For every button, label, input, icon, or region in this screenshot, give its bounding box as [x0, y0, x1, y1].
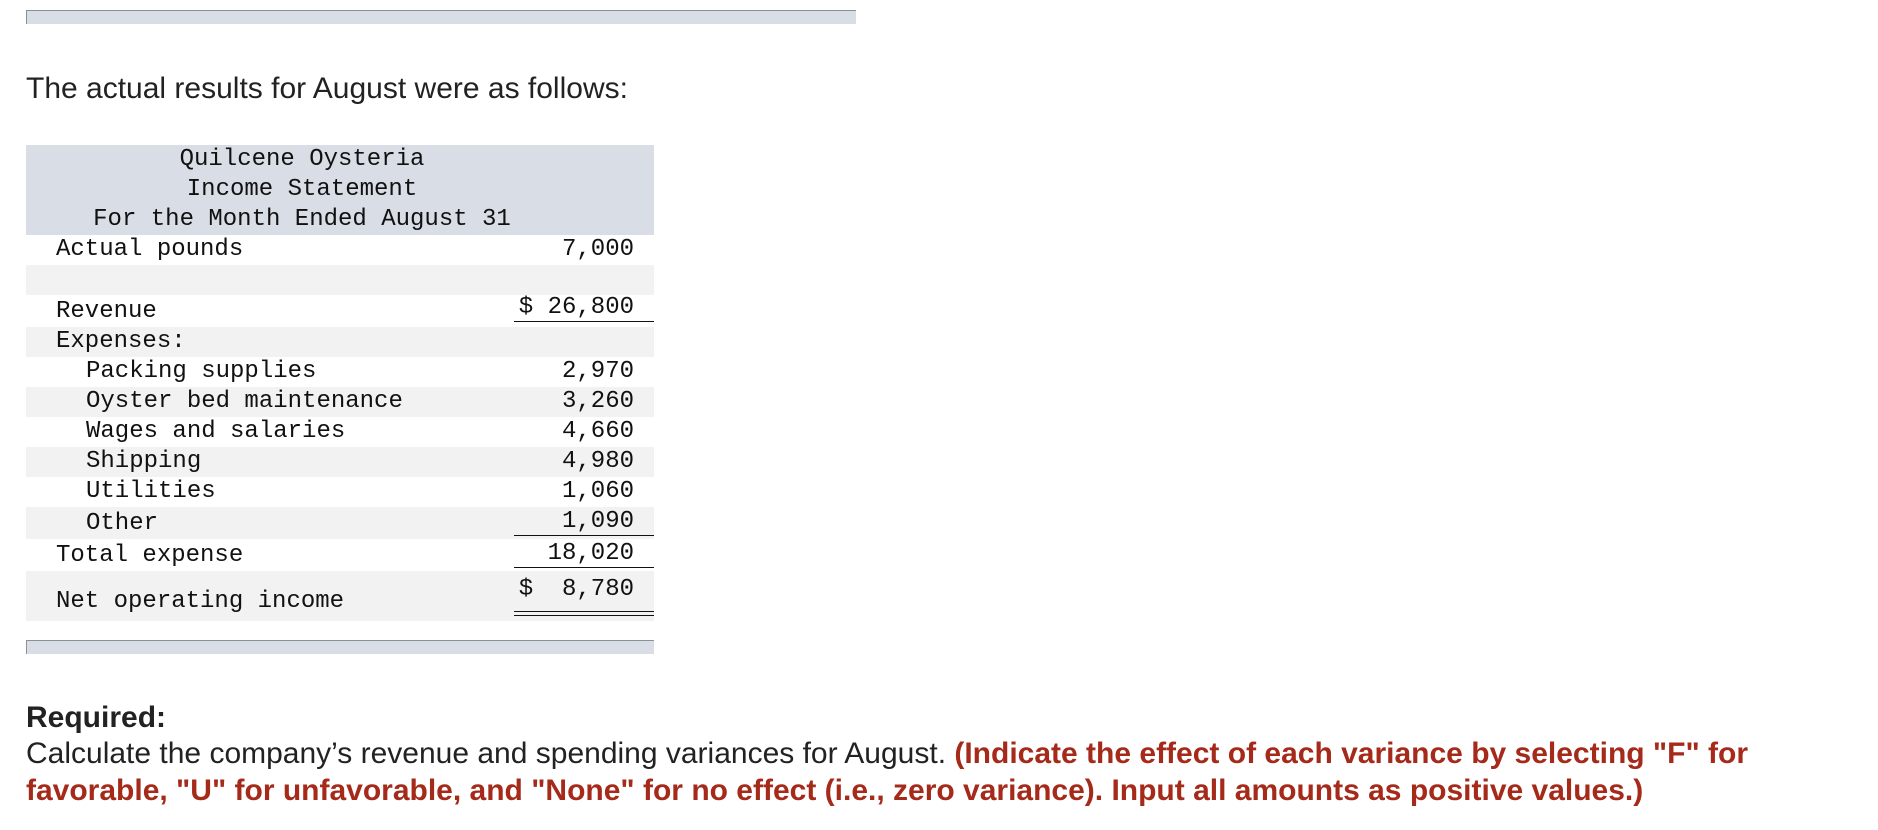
expense-label: Oyster bed maintenance — [86, 388, 403, 415]
intro-text: The actual results for August were as follows: — [26, 72, 628, 105]
total-expense-underline — [514, 567, 654, 568]
total-expense-value: 18,020 — [547, 540, 634, 567]
actual-pounds-row — [26, 235, 654, 265]
revenue-label: Revenue — [56, 298, 157, 325]
net-income-double-underline — [514, 611, 654, 616]
revenue-value: $ 26,800 — [518, 294, 634, 321]
expense-row — [26, 477, 654, 507]
expense-label: Utilities — [86, 478, 216, 505]
required-text — [26, 735, 1866, 809]
expense-row — [26, 387, 654, 417]
total-expense-label: Total expense — [56, 542, 244, 569]
expense-row — [26, 357, 654, 387]
expense-label: Packing supplies — [86, 358, 317, 385]
net-income-row — [26, 571, 654, 621]
expense-value: 4,660 — [561, 418, 634, 445]
expense-row — [26, 507, 654, 539]
bottom-divider-bar — [26, 640, 654, 654]
expenses-label: Expenses: — [56, 328, 186, 355]
statement-header — [26, 145, 654, 235]
spacer-row — [26, 265, 654, 295]
statement-period: For the Month Ended August 31 — [93, 206, 511, 233]
income-statement-table — [26, 145, 654, 621]
total-expense-row — [26, 539, 654, 571]
actual-pounds-value: 7,000 — [561, 236, 634, 263]
expense-value: 1,060 — [561, 478, 634, 505]
top-divider-bar — [26, 10, 856, 24]
revenue-underline — [514, 321, 654, 322]
statement-title: Income Statement — [186, 176, 418, 203]
required-question: Calculate the company’s revenue and spending variances for August. — [26, 737, 955, 770]
required-instruction: (Indicate the effect of each variance by selecting "F" for favorable, "U" for unfavorable, and "None" for no effect (i.e., zero variance). Input all amounts as positive values.) — [26, 737, 1749, 807]
expense-label: Shipping — [86, 448, 202, 475]
expenses-header-row — [26, 327, 654, 357]
expense-value: 4,980 — [561, 448, 634, 475]
expenses-underline — [514, 535, 654, 536]
expense-value: 1,090 — [561, 508, 634, 535]
company-name: Quilcene Oysteria — [179, 146, 425, 173]
expense-value: 3,260 — [561, 388, 634, 415]
expense-row — [26, 417, 654, 447]
expense-value: 2,970 — [561, 358, 634, 385]
expense-label: Other — [86, 510, 159, 537]
expense-row — [26, 447, 654, 477]
net-income-value: $ 8,780 — [518, 576, 634, 603]
actual-pounds-label: Actual pounds — [56, 236, 244, 263]
revenue-row — [26, 295, 654, 327]
net-income-label: Net operating income — [56, 588, 345, 615]
expense-label: Wages and salaries — [86, 418, 346, 445]
required-title: Required: — [26, 701, 167, 734]
